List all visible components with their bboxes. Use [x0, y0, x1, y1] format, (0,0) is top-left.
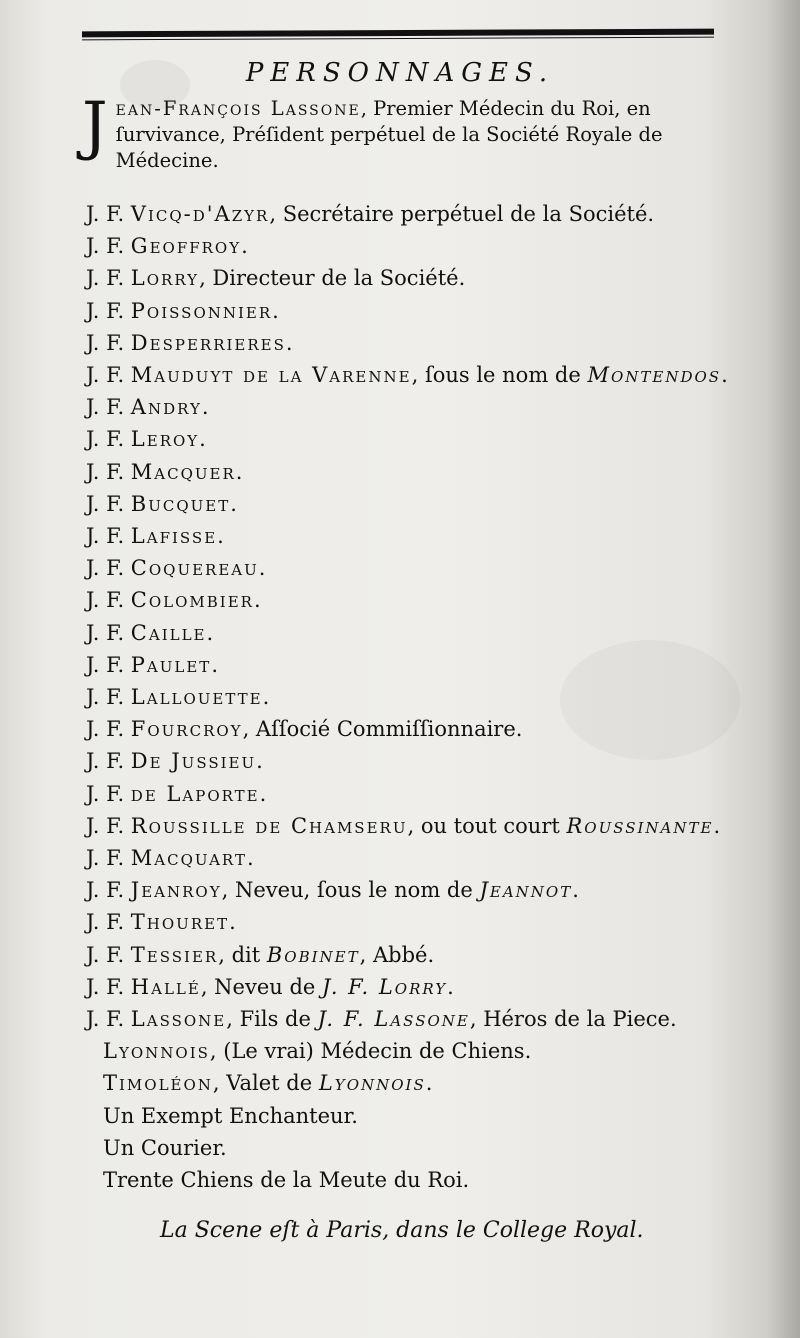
character-prefix: J. F.	[86, 781, 131, 806]
character-name: Macquart.	[130, 846, 256, 870]
character-description-tail: .	[425, 1071, 433, 1096]
character-prefix: J. F.	[86, 942, 131, 967]
character-name: Tessier	[130, 942, 219, 967]
list-item	[86, 1003, 677, 1035]
list-item	[86, 327, 295, 359]
character-description-tail: , Abbé.	[359, 942, 435, 967]
list-item	[86, 391, 211, 423]
character-name: Coquereau.	[130, 556, 268, 581]
list-item	[86, 520, 226, 552]
list-item	[103, 1132, 227, 1164]
character-prefix: J. F.	[86, 1007, 131, 1031]
character-prefix: J. F.	[86, 266, 131, 291]
character-name: Mauduyt de la Varenne	[130, 363, 412, 387]
character-alias: Montendos	[587, 363, 722, 387]
list-item	[86, 617, 215, 649]
character-description: , Neveu, ſous le nom de	[221, 878, 480, 903]
character-name: Lafisse.	[130, 524, 226, 548]
character-prefix: J. F.	[86, 330, 131, 355]
character-alias: Lyonnois	[318, 1071, 426, 1096]
character-name: Poissonnier.	[130, 298, 281, 323]
character-name: Lyonnois	[103, 1039, 210, 1064]
character-name: Colombier.	[130, 588, 263, 613]
list-item	[86, 778, 268, 810]
character-prefix: J. F.	[86, 427, 131, 452]
scene-setting: La Scene eſt à Paris, dans le College Royal.	[160, 1218, 644, 1243]
character-prefix: J. F.	[86, 974, 131, 999]
character-prefix: J. F.	[86, 620, 131, 645]
character-prefix: J. F.	[86, 395, 131, 420]
list-item	[86, 584, 263, 616]
character-description-tail: .	[713, 813, 721, 838]
character-description: Trente Chiens de la Meute du Roi.	[103, 1168, 470, 1192]
character-description: , Secrétaire perpétuel de la Société.	[269, 202, 655, 226]
list-item	[103, 1164, 469, 1196]
character-name: de Laporte.	[130, 781, 269, 806]
list-item	[86, 939, 434, 971]
list-item	[86, 745, 265, 777]
character-description-tail: .	[721, 363, 728, 387]
character-name: De Jussieu.	[130, 749, 265, 774]
character-prefix: J. F.	[86, 298, 131, 323]
character-prefix: J. F.	[86, 459, 131, 484]
character-name: Thouret.	[130, 910, 238, 935]
list-item	[103, 1067, 432, 1099]
character-alias: Jeannot	[479, 878, 573, 903]
character-name: Lallouette.	[130, 685, 272, 709]
list-item	[86, 971, 454, 1003]
character-name: Desperrieres.	[130, 330, 295, 355]
character-description-tail: , Héros de la Piece.	[469, 1007, 677, 1031]
list-item	[86, 810, 720, 842]
character-prefix: J. F.	[86, 588, 131, 613]
character-prefix: J. F.	[86, 813, 131, 838]
character-prefix: J. F.	[86, 491, 131, 516]
list-item	[86, 681, 271, 713]
character-prefix: J. F.	[86, 652, 131, 677]
list-item	[86, 906, 238, 938]
character-description: , Premier Médecin du Roi, en ſurvivance, Préſident perpétuel de la Société Royale de Médecine.	[115, 97, 663, 172]
list-item	[86, 842, 256, 874]
character-description: , (Le vrai) Médecin de Chiens.	[209, 1039, 532, 1064]
character-name: Fourcroy	[130, 717, 243, 742]
list-item	[103, 1035, 531, 1067]
character-name: Caille.	[130, 620, 216, 645]
character-description: , Valet de	[212, 1071, 319, 1096]
list-item	[86, 488, 239, 520]
list-item	[86, 198, 654, 230]
character-name: Bucquet.	[130, 491, 239, 516]
character-description: , Aſſocié Commiſſionnaire.	[242, 717, 523, 742]
character-description-tail: .	[572, 878, 579, 903]
character-prefix: J. F.	[86, 234, 131, 259]
character-name: Leroy.	[130, 427, 208, 452]
character-alias: Roussinante	[566, 813, 714, 838]
character-alias: Bobinet	[266, 942, 360, 967]
character-prefix: J. F.	[86, 524, 131, 548]
character-description: , Neveu de	[200, 974, 323, 999]
character-name: Timoléon	[103, 1071, 213, 1096]
list-item	[86, 713, 522, 745]
character-name: Paulet.	[130, 652, 220, 677]
character-description: , ou tout court	[407, 813, 567, 838]
character-description: , Directeur de la Société.	[199, 266, 466, 291]
character-alias: J. F. Lassone	[317, 1007, 470, 1031]
list-item	[103, 1100, 358, 1132]
list-item	[86, 359, 728, 391]
list-item	[86, 230, 250, 262]
character-prefix: J. F.	[86, 749, 131, 774]
character-prefix: J. F.	[86, 878, 131, 903]
list-item	[86, 649, 220, 681]
list-item	[86, 456, 244, 488]
character-description: Un Courier.	[103, 1135, 227, 1160]
character-name: ean-François Lassone	[115, 97, 361, 120]
page-title: PERSONNAGES.	[245, 58, 555, 88]
drop-cap: J	[82, 89, 108, 163]
character-description: , ſous le nom de	[411, 363, 588, 387]
character-description: , dit	[218, 942, 267, 967]
character-name: Jeanroy	[130, 878, 222, 903]
list-item	[86, 874, 579, 906]
character-name: Roussille de Chamseru	[130, 813, 408, 838]
character-prefix: J. F.	[86, 846, 131, 870]
character-alias: J. F. Lorry	[322, 974, 448, 999]
character-prefix: J. F.	[86, 202, 131, 226]
character-prefix: J. F.	[86, 685, 131, 709]
character-prefix: J. F.	[86, 717, 131, 742]
character-name: Hallé	[130, 974, 201, 999]
character-name: Geoffroy.	[130, 234, 250, 259]
character-description: Un Exempt Enchanteur.	[103, 1103, 358, 1128]
character-name: Lassone	[130, 1007, 227, 1031]
character-name: Macquer.	[130, 459, 245, 484]
character-prefix: J. F.	[86, 910, 131, 935]
character-name: Lorry	[130, 266, 200, 291]
character-name: Andry.	[130, 395, 211, 420]
character-name: Vicq-d'Azyr	[130, 202, 270, 226]
character-description: , Fils de	[226, 1007, 318, 1031]
list-item	[86, 295, 281, 327]
character-prefix: J. F.	[86, 363, 131, 387]
list-item	[86, 262, 465, 294]
list-item	[86, 552, 267, 584]
character-prefix: J. F.	[86, 556, 131, 581]
list-item	[86, 423, 208, 455]
character-description-tail: .	[447, 974, 454, 999]
